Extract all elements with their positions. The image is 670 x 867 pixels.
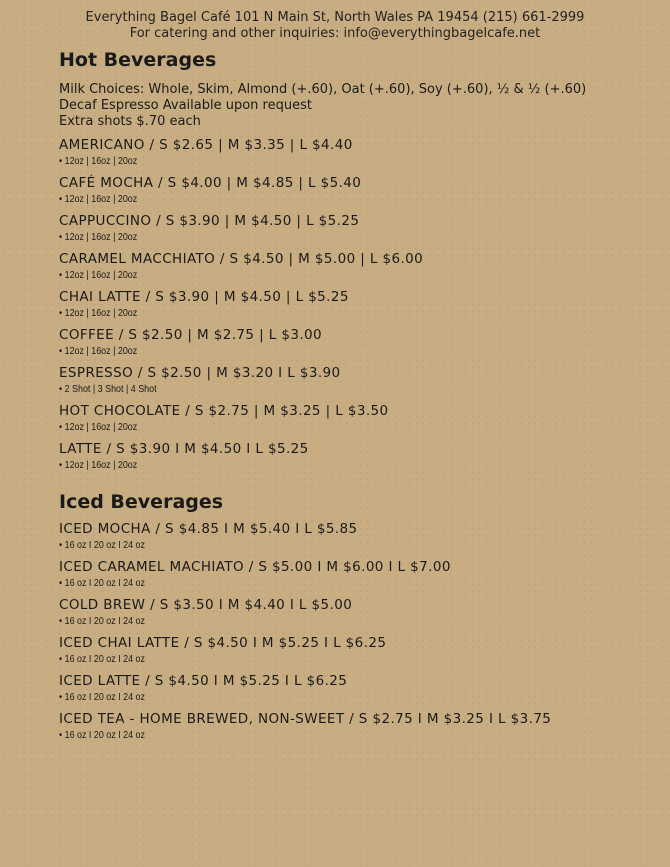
- item-name: COFFEE / S $2.50 | M $2.75 | L $3.00: [59, 327, 322, 343]
- item-sizes: • 12oz | 16oz | 20oz: [59, 155, 138, 167]
- item-sizes: • 12oz | 16oz | 20oz: [59, 459, 138, 471]
- item-sizes: • 12oz | 16oz | 20oz: [59, 421, 138, 433]
- menu-item: [59, 364, 659, 396]
- menu-item: [59, 520, 659, 552]
- item-name: AMERICANO / S $2.65 | M $3.35 | L $4.40: [59, 137, 353, 153]
- header-contact: For catering and other inquiries: info@everythingbagelcafe.net: [129, 26, 541, 41]
- menu-item: [59, 136, 659, 168]
- header-address: Everything Bagel Café 101 N Main St, North Wales PA 19454 (215) 661-2999: [85, 10, 585, 25]
- item-sizes: • 16 oz I 20 oz I 24 oz: [59, 615, 145, 627]
- item-sizes: • 12oz | 16oz | 20oz: [59, 345, 138, 357]
- header: [0, 10, 670, 42]
- item-name: CAFÉ MOCHA / S $4.00 | M $4.85 | L $5.40: [59, 175, 362, 191]
- menu-item: [59, 672, 659, 704]
- menu-item: [59, 174, 659, 206]
- item-sizes: • 2 Shot | 3 Shot | 4 Shot: [59, 383, 157, 395]
- section-title: Iced Beverages: [59, 491, 224, 513]
- item-sizes: • 12oz | 16oz | 20oz: [59, 307, 138, 319]
- milk-choices-note: Milk Choices: Whole, Skim, Almond (+.60), Oat (+.60), Soy (+.60), ½ & ½ (+.60): [59, 82, 587, 97]
- item-sizes: • 16 oz I 20 oz I 24 oz: [59, 577, 145, 589]
- item-sizes: • 12oz | 16oz | 20oz: [59, 193, 138, 205]
- item-sizes: • 16 oz I 20 oz I 24 oz: [59, 691, 145, 703]
- menu-item: [59, 634, 659, 666]
- item-sizes: • 16 oz I 20 oz I 24 oz: [59, 539, 145, 551]
- item-sizes: • 16 oz I 20 oz I 24 oz: [59, 729, 145, 741]
- decaf-note: Decaf Espresso Available upon request: [59, 98, 312, 113]
- menu-item: [59, 402, 659, 434]
- item-name: ICED LATTE / S $4.50 I M $5.25 I L $6.25: [59, 673, 348, 689]
- menu-item: [59, 212, 659, 244]
- item-name: ESPRESSO / S $2.50 | M $3.20 I L $3.90: [59, 365, 341, 381]
- item-name: ICED CARAMEL MACHIATO / S $5.00 I M $6.00 I L $7.00: [59, 559, 451, 575]
- menu-content: [59, 48, 659, 742]
- item-sizes: • 12oz | 16oz | 20oz: [59, 231, 138, 243]
- item-name: COLD BREW / S $3.50 I M $4.40 I L $5.00: [59, 597, 353, 613]
- item-name: ICED TEA - HOME BREWED, NON-SWEET / S $2.75 I M $3.25 I L $3.75: [59, 711, 552, 727]
- menu-item: [59, 326, 659, 358]
- item-sizes: • 12oz | 16oz | 20oz: [59, 269, 138, 281]
- item-name: HOT CHOCOLATE / S $2.75 | M $3.25 | L $3.50: [59, 403, 389, 419]
- item-name: ICED CHAI LATTE / S $4.50 I M $5.25 I L $6.25: [59, 635, 387, 651]
- hot-beverages-section: [59, 48, 659, 472]
- menu-item: [59, 558, 659, 590]
- menu-item: [59, 710, 659, 742]
- item-name: CARAMEL MACCHIATO / S $4.50 | M $5.00 | L $6.00: [59, 251, 424, 267]
- item-name: CHAI LATTE / S $3.90 | M $4.50 | L $5.25: [59, 289, 349, 305]
- menu-item: [59, 440, 659, 472]
- section-spacer: [59, 472, 659, 490]
- menu-item: [59, 288, 659, 320]
- menu-item: [59, 596, 659, 628]
- item-name: LATTE / S $3.90 I M $4.50 I L $5.25: [59, 441, 309, 457]
- menu-item: [59, 250, 659, 282]
- item-name: CAPPUCCINO / S $3.90 | M $4.50 | L $5.25: [59, 213, 360, 229]
- hot-notes: [59, 82, 659, 130]
- iced-beverages-section: [59, 490, 659, 742]
- extra-shots-note: Extra shots $.70 each: [59, 114, 201, 129]
- item-sizes: • 16 oz I 20 oz I 24 oz: [59, 653, 145, 665]
- item-name: ICED MOCHA / S $4.85 I M $5.40 I L $5.85: [59, 521, 358, 537]
- section-title: Hot Beverages: [59, 49, 217, 71]
